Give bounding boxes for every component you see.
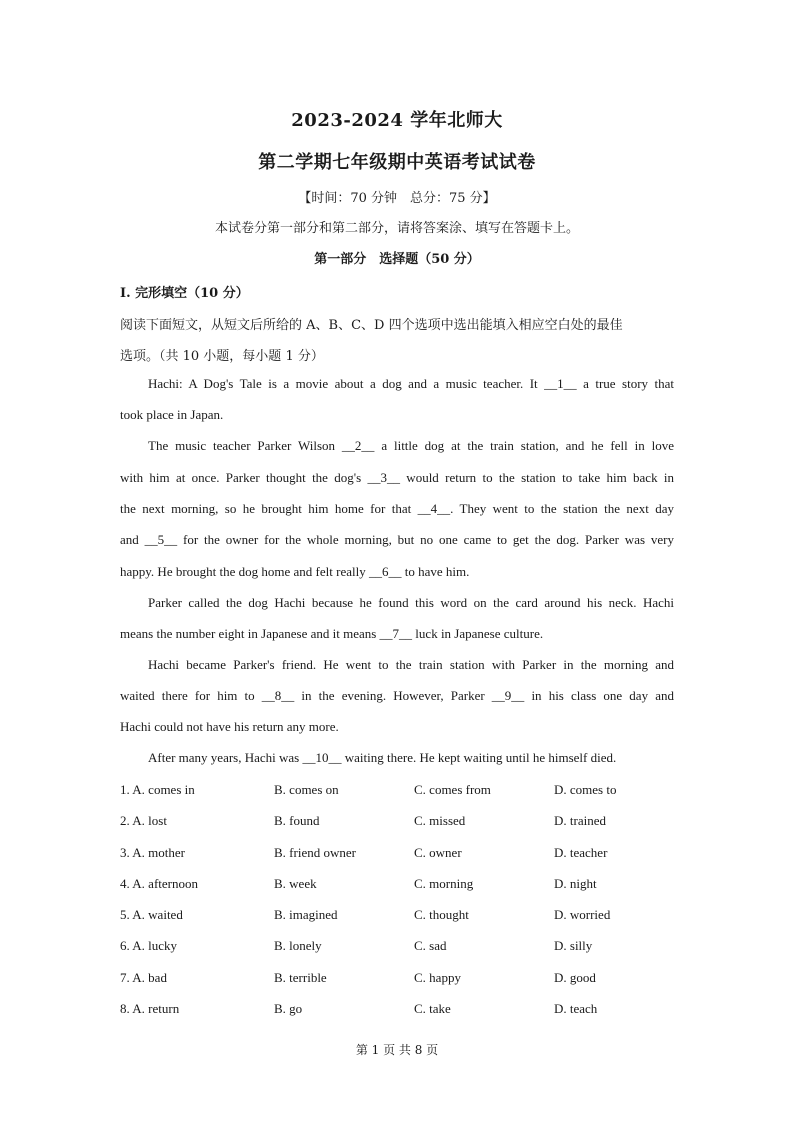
option-c: C. morning (414, 876, 474, 891)
exam-title-line1: 2023-2024 学年北师大 (291, 110, 503, 131)
passage-line: Hachi could not have his return any more. (120, 719, 339, 734)
option-b: B. go (274, 1001, 303, 1016)
passage-line: took place in Japan. (120, 407, 224, 422)
passage-line: means the number eight in Japanese and it means __7__ luck in Japanese culture. (120, 626, 544, 641)
passage-line: waited there for him to __8__ in the evening. However, Parker __9__ in his class one day and (120, 688, 674, 703)
option-c: C. happy (414, 970, 461, 985)
passage-line: Hachi: A Dog's Tale is a movie about a dog and a music teacher. It __1__ a true story that (148, 376, 674, 391)
option-b: B. terrible (274, 970, 327, 985)
option-c: C. thought (414, 907, 469, 922)
option-d: D. worried (554, 907, 611, 922)
exam-title-line2: 第二学期七年级期中英语考试试卷 (258, 152, 536, 173)
option-a: 6. A. lucky (120, 938, 178, 953)
passage-line: The music teacher Parker Wilson __2__ a little dog at the train station, and he fell in love (148, 438, 674, 453)
option-d: D. teacher (554, 845, 608, 860)
passage-line: and __5__ for the owner for the whole morning, but no one came to get the dog. Parker was very (120, 532, 674, 547)
option-b: B. lonely (274, 938, 322, 953)
option-c: C. comes from (414, 782, 491, 797)
option-b: B. comes on (274, 782, 339, 797)
exam-notice: 本试卷分第一部分和第二部分，请将答案涂、填写在答题卡上。 (214, 221, 579, 236)
option-d: D. night (554, 876, 597, 891)
option-b: B. found (274, 813, 320, 828)
option-b: B. imagined (274, 907, 338, 922)
passage-line: the next morning, so he brought him home for that __4__. They went to the station the next day (120, 501, 674, 516)
time-info: 【时间：70 分钟 总分：75 分】 (298, 191, 496, 206)
option-a: 4. A. afternoon (120, 876, 198, 891)
option-c: C. sad (414, 938, 447, 953)
section-instruction-line1: 阅读下面短文，从短文后所给的 A、B、C、D 四个选项中选出能填入相应空白处的最佳 (120, 318, 623, 333)
option-d: D. comes to (554, 782, 617, 797)
passage-line: happy. He brought the dog home and felt really __6__ to have him. (120, 564, 470, 579)
option-d: D. silly (554, 938, 593, 953)
section-instruction-line2: 选项。（共 10 小题，每小题 1 分） (120, 349, 324, 364)
option-a: 5. A. waited (120, 907, 183, 922)
passage-line: Hachi became Parker's friend. He went to the train station with Parker in the morning and (148, 657, 674, 672)
option-d: D. trained (554, 813, 606, 828)
option-a: 7. A. bad (120, 970, 167, 985)
option-d: D. teach (554, 1001, 598, 1016)
option-b: B. friend owner (274, 845, 356, 860)
option-a: 3. A. mother (120, 845, 185, 860)
option-d: D. good (554, 970, 596, 985)
option-c: C. missed (414, 813, 466, 828)
page-number: 第 1 页 共 8 页 (355, 1043, 439, 1057)
option-a: 2. A. lost (120, 813, 167, 828)
option-c: C. owner (414, 845, 462, 860)
option-a: 8. A. return (120, 1001, 180, 1016)
passage-line: Parker called the dog Hachi because he found this word on the card around his neck. Hachi (148, 595, 674, 610)
section-title: I. 完形填空（10 分） (120, 286, 249, 301)
passage-line: After many years, Hachi was __10__ waiting there. He kept waiting until he himself died. (148, 750, 617, 765)
part-title: 第一部分 选择题（50 分） (314, 252, 480, 267)
option-c: C. take (414, 1001, 451, 1016)
option-b: B. week (274, 876, 317, 891)
passage-line: with him at once. Parker thought the dog's __3__ would return to the station to take him back in (120, 470, 674, 485)
option-a: 1. A. comes in (120, 782, 195, 797)
